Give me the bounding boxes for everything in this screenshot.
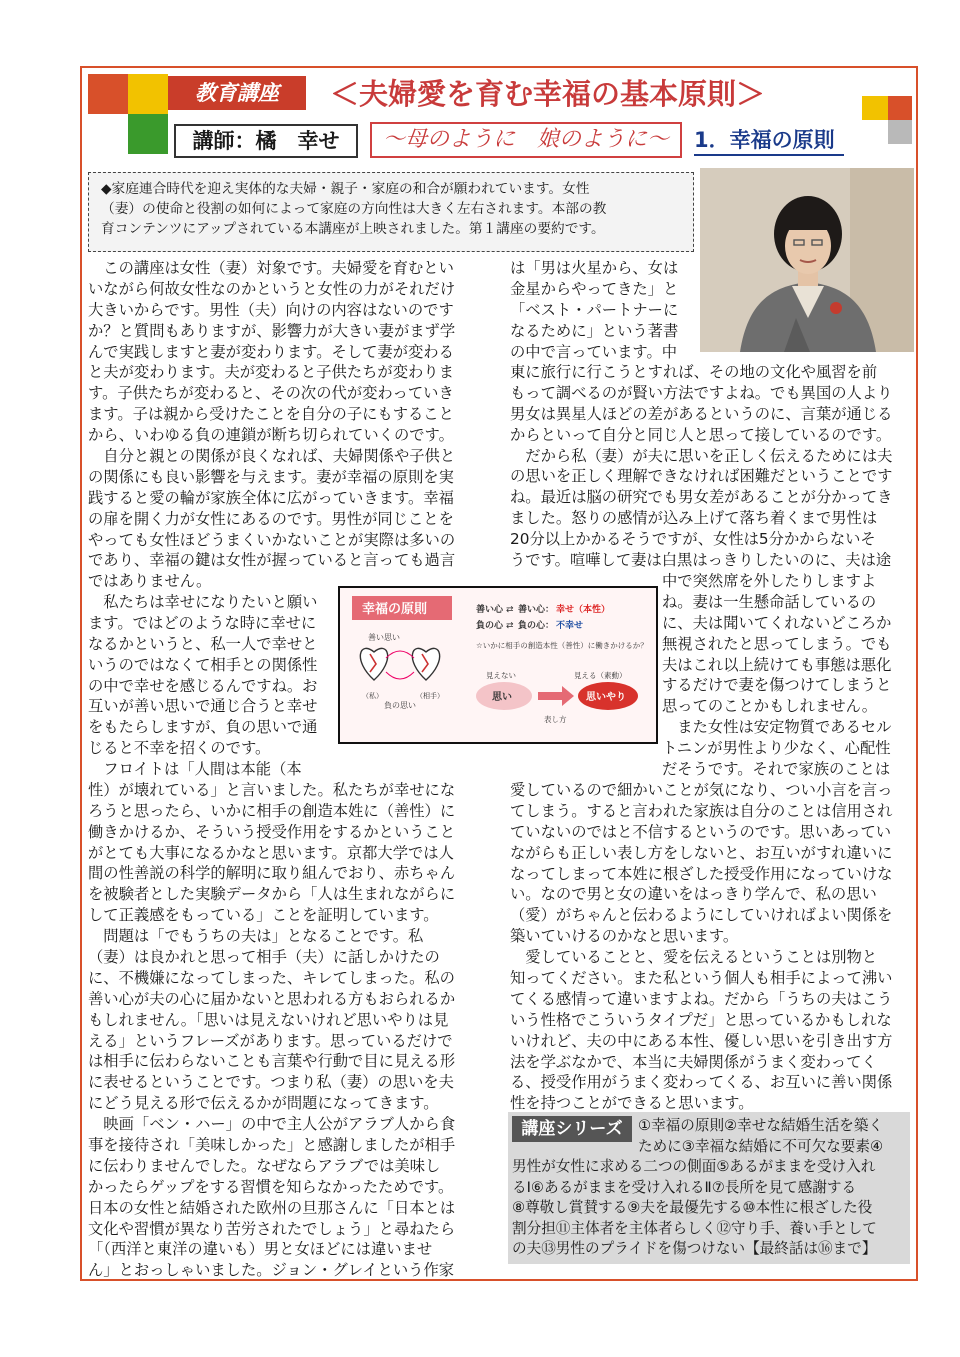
text-line: トニンが男性より少なく、心配性 — [662, 739, 891, 758]
right-column-block-3 — [662, 571, 891, 780]
text-line: に、夫は聞いてくれないどころか — [662, 613, 892, 632]
summary-line: 育コンテンツにアップされている本講座が上映されました。第１講座の要約です。 — [101, 221, 605, 237]
text-line: の思いを正しく理解できなければ困難だということです — [510, 467, 893, 486]
text-line: 愛しているので細かいことが気になり、つい小言を言っ — [510, 781, 893, 799]
series-label: 講座シリーズ — [512, 1116, 632, 1142]
text-line: ね。最近は脳の研究でも男女差があることが分かってき — [510, 488, 893, 507]
text-line: （愛）がちゃんと伝わるようにしていければよい関係を — [510, 906, 893, 925]
deco-square-red-right — [888, 96, 912, 120]
text-line: 映画「ベン・ハー」の中で主人公がアラブ人から食 — [88, 1115, 456, 1134]
text-line: であり、幸福の鍵は女性が握っていると言っても過言 — [88, 551, 456, 570]
text-line: 愛していることと、愛を伝えるということは別物と — [510, 948, 878, 967]
lecturer-photo — [700, 168, 914, 352]
text-line: 大きいからです。男性（夫）向けの内容はないのです — [88, 300, 454, 319]
text-line: 間の性善説の科学的解明に取り組んでおり、赤ちゃん — [88, 864, 456, 883]
diagram-graphic — [340, 588, 656, 742]
text-line: からといって自分と同じ人と思って接しているのです。 — [510, 425, 892, 444]
text-line: なってしまって本姓に根ざした授受作用になっていけな — [510, 864, 893, 883]
text-line: もしれません。「思いは見えないけれど思いやりは見 — [88, 1010, 449, 1029]
text-line: 20分以上かかるそうですが、女性は5分かからないそ — [510, 530, 876, 549]
left-column-block-1 — [88, 258, 455, 592]
text-line: にどう見える形で伝えるかが問題になってきます。 — [88, 1094, 439, 1113]
left-column-block-2 — [88, 592, 317, 759]
text-line: の関係にも良い影響を与えます。妻が幸福の原則を実 — [88, 467, 454, 486]
diagram-row1a: 善い心 — [476, 605, 504, 615]
diagram-partner: （相手） — [416, 692, 444, 700]
text-line: ね。妻は一生懸命話しているの — [662, 592, 877, 611]
lecturer-name: 講師：橘 幸せ — [174, 124, 358, 158]
series-line: るⅠ⑥あるがままを受け入れるⅡ⑦長所を見て感謝する — [512, 1178, 857, 1196]
text-line: 法を学ぶなかで、本当に夫婦関係がうまく変わってく — [510, 1052, 877, 1071]
diagram-me: （私） — [362, 692, 383, 700]
header-tag: 教育講座 — [168, 76, 306, 110]
text-line: 夫はこれ以上続けても事態は悪化 — [662, 655, 892, 674]
text-line: なるかというと、私一人で幸せと — [88, 634, 318, 653]
summary-line: ◆家庭連合時代を迎え実体的な夫婦・親子・家庭の和合が願われています。女性 — [101, 181, 590, 197]
text-line: 日本の女性と結婚された欧州の旦那さんに「日本とは — [88, 1198, 456, 1217]
lecture-series-box — [508, 1112, 910, 1264]
diagram-row2a: 負の心 — [476, 621, 504, 631]
text-line: 私たちは幸せになりたいと願い — [88, 593, 318, 611]
text-line: と夫が変わります。夫が変わると子供たちが変わりま — [88, 363, 454, 382]
text-line: するだけで妻を傷つけてしまうと — [662, 676, 892, 695]
section-title: 1．幸福の原則 — [694, 126, 844, 156]
diagram-invisible: 見えない — [486, 671, 516, 680]
text-line: だそうです。それで家族のことは — [662, 760, 891, 779]
series-list — [512, 1116, 883, 1260]
text-line: 築いていけるのかなと思います。 — [510, 927, 739, 946]
text-line: す。子供たちが変わると、その次の代が変わっていき — [88, 384, 454, 403]
diagram-row1b: 善い心： — [518, 605, 555, 615]
text-line: 問題は「でもうちの夫は」となることです。私 — [88, 927, 424, 946]
text-line: か？と質問もありますが、影響力が大きい妻がまず学 — [88, 321, 456, 340]
diagram-question: ☆いかに相手の創造本性（善性）に働きかけるか？ — [476, 641, 648, 650]
text-line: 性）が壊れている」と言いました。私たちが幸せにな — [88, 780, 456, 799]
text-line: んで実践しますと妻が変わります。そして妻が変わる — [88, 342, 454, 361]
text-line: うです。喧嘩して妻は白黒はっきりしたいのに、夫は途 — [510, 551, 892, 570]
text-line: 知ってください。また私という個人も相手によって沸い — [510, 969, 893, 988]
left-column-block-3 — [88, 759, 455, 1281]
text-line: 中で突然席を外したりしますよ — [662, 572, 877, 590]
text-line: いうのではなくて相手との関係性 — [88, 655, 318, 674]
text-line: に伝わりませんでした。なぜならアラブでは美味し — [88, 1156, 441, 1175]
text-line: 自分と親との関係が良くなれば、夫婦関係や子供と — [88, 447, 456, 466]
text-line: 性を持つことができると思います。 — [510, 1094, 754, 1113]
text-line: やっても女性ほどうまくいかないことが実際は多いの — [88, 530, 456, 549]
text-line: の扉を開く力が女性にあるのです。男性が同じことを — [88, 509, 454, 528]
text-line: から、いわゆる負の連鎖が断ち切られていくのです。 — [88, 426, 454, 445]
deco-square-yellow-right — [862, 96, 888, 120]
text-line: 践すると愛の輪が家族全体に広がっていきます。幸福 — [88, 488, 454, 507]
deco-square-yellow — [128, 74, 168, 114]
right-column-block-4 — [510, 780, 892, 1114]
text-line: の中で言っています。中 — [510, 342, 678, 361]
series-line: 割分担⑪主体者を主体者らしく⑫守り手、養い手として — [512, 1219, 877, 1237]
series-line: ①幸福の原則②幸せな結婚生活を築く — [638, 1117, 884, 1134]
text-line: る、授受作用がうまく変わってくる、お互いに善い関係 — [510, 1073, 893, 1092]
text-line: 金星からやってきた」と — [510, 279, 679, 298]
page-subtitle: ～母のように 娘のように～ — [370, 122, 682, 158]
diagram-title: 幸福の原則 — [362, 602, 428, 617]
text-line: いけれど、夫の中にある本性、優しい思いを引き出す方 — [510, 1031, 893, 1050]
text-line: える」というフレーズがあります。思っているだけで — [88, 1031, 453, 1050]
deco-square-green — [128, 114, 168, 154]
diagram-visible: 見える（素動） — [574, 671, 627, 680]
diagram-row2b: 負の心： — [518, 621, 555, 631]
text-line: 無視されたと思ってしまう。でも — [662, 634, 892, 653]
text-line: は「男は火星から、女は — [510, 259, 679, 277]
text-line: 男女は異星人ほどの差があるというのに、言葉が通じる — [510, 404, 893, 423]
text-line: 「ベスト・パートナーに — [510, 300, 679, 319]
text-line: また女性は安定物質であるセル — [662, 718, 892, 737]
summary-box — [88, 172, 694, 252]
text-line: いう性格でこういうタイプだ」と思っているかもしれな — [510, 1010, 892, 1029]
text-line: かったらゲップをする習慣を知らなかったためです。 — [88, 1177, 454, 1196]
series-line: の夫⑬男性のプライドを傷つけない【最終話は⑯まで】 — [512, 1240, 877, 1257]
deco-square-gray-right — [888, 120, 912, 144]
text-line: を被験者とした実験データから「人は生まれながらに — [88, 885, 456, 904]
text-line: いながら何故女性なのかというと女性の力がそれだけ — [88, 279, 456, 298]
text-line: 善い心が夫の心に届かないと思われる方もおられるか — [88, 989, 456, 1008]
text-line: 「（西洋と東洋の違いも）男と女ほどには違いませ — [88, 1240, 433, 1259]
text-line: の中で幸せを感じるんですね。お — [88, 676, 318, 695]
diagram-omoi: 思い — [492, 692, 512, 703]
text-line: は相手に伝わらないことも言葉や行動で目に見える形 — [88, 1052, 456, 1071]
text-line: だから私（妻）が夫に思いを正しく伝えるためには夫 — [510, 446, 893, 465]
text-line: ではありません。 — [88, 572, 212, 591]
text-line: して正義感をもっている」ことを証明しています。 — [88, 906, 439, 925]
text-line: 事を接待され「美味しかった」と感謝しましたが相手 — [88, 1136, 456, 1155]
diagram-good-label: 善い思い — [368, 633, 400, 642]
diagram-bad-label: 負の思い — [384, 701, 416, 710]
diagram-expression: 表し方 — [544, 715, 567, 724]
series-line: ために③幸福な結婚に不可欠な要素④ — [638, 1137, 884, 1155]
text-line: てしまう。すると言われた家族は自分のことは信用され — [510, 801, 893, 820]
text-line: フロイトは「人間は本能（本 — [88, 760, 302, 778]
text-line: じると不幸を招くのです。 — [88, 739, 271, 758]
text-line: がとても大事になるかなと思います。京都大学では人 — [88, 843, 454, 862]
svg-text:⇄: ⇄ — [506, 621, 514, 631]
series-line: 男性が女性に求める二つの側面⑤あるがままを受け入れ — [512, 1158, 876, 1175]
right-column-block-2 — [510, 362, 892, 571]
page-title: ＜夫婦愛を育む幸福の基本原則＞ — [330, 77, 766, 111]
diagram-omoiyari: 思いやり — [586, 692, 626, 703]
text-line: をもたらしますが、負の思いで通 — [88, 718, 318, 737]
text-line: い。なので男と女の違いをはっきり学んで、私の思い — [510, 885, 877, 904]
text-line: ます。ではどのような時に幸せに — [88, 613, 317, 632]
text-line: （妻）は良かれと思って相手（夫）に話しかけたの — [88, 948, 440, 967]
happiness-principle-diagram — [338, 586, 658, 744]
text-line: 互いが善い思いで通じ合うと幸せ — [88, 697, 318, 716]
deco-square-red — [88, 74, 128, 114]
text-line: ていないのではと不信するというのです。思いあってい — [510, 822, 892, 841]
right-column-block-1 — [510, 258, 678, 362]
text-line: ろうと思ったら、いかに相手の創造本姓に（善性）に — [88, 801, 456, 820]
diagram-row2c: 不幸せ — [556, 621, 584, 631]
text-line: に、不機嫌になってしまった、キレてしまった。私の — [88, 968, 455, 987]
text-line: 思ってのことかもしれません。 — [662, 697, 878, 716]
diagram-row1c: 幸せ（本性） — [556, 605, 611, 615]
summary-line: （妻）の使命と役割の如何によって家庭の方向性は大きく左右されます。本部の教 — [101, 201, 607, 217]
text-line: ん」とおっしゃいました。ジョン・グレイという作家 — [88, 1261, 455, 1280]
series-line: ⑧尊敬し賞賛する⑨夫を最優先する⑩本性に根ざした役 — [512, 1199, 873, 1216]
text-line: 働きかけるか、そういう授受作用をするかということ — [88, 822, 456, 841]
text-line: 文化や習慣が異なり苦労されたでしょう」と尋ねたら — [88, 1219, 456, 1238]
text-line: この講座は女性（妻）対象です。夫婦愛を育むとい — [88, 259, 454, 277]
text-line: に表せるということです。つまり私（妻）の思いを夫 — [88, 1073, 454, 1092]
text-line: ます。子は親から受けたことを自分の子にもすること — [88, 405, 454, 424]
text-line: もって調べるのが賢い方法ですよね。でも異国の人より — [510, 383, 893, 402]
text-line: てくる感情って違いますよね。だから「うちの夫はこう — [510, 989, 893, 1008]
svg-text:⇄: ⇄ — [506, 605, 514, 615]
text-line: 東に旅行に行こうとすれば、その地の文化や風習を前 — [510, 363, 878, 381]
text-line: ながらも正しい表し方をしないと、お互いがすれ違いに — [510, 843, 893, 862]
lecturer-photo-icon — [700, 168, 914, 352]
text-line: ました。怒りの感情が込み上げて落ち着くまで男性は — [510, 509, 878, 528]
text-line: なるために」という著書 — [510, 321, 679, 340]
